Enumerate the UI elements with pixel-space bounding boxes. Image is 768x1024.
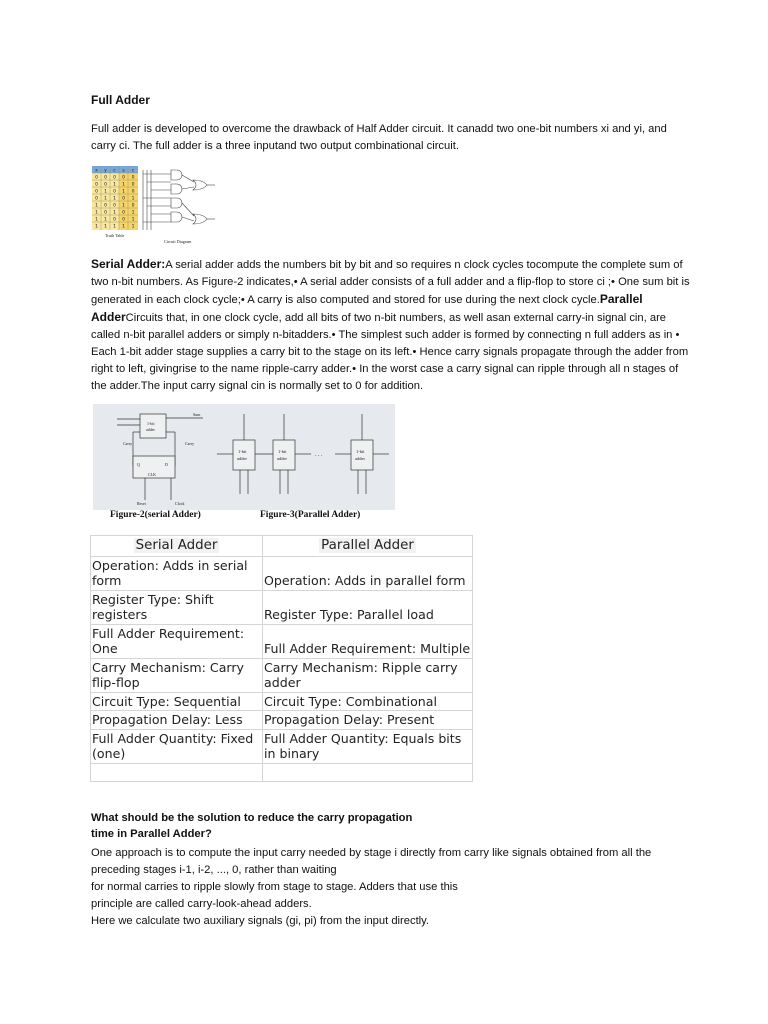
page-title: Full Adder [91,93,150,107]
serial-parallel-paragraph [91,256,691,395]
svg-text:1-bit: 1-bit [356,449,365,454]
truth-table-cell: 0 [122,210,125,216]
svg-text:adder: adder [146,427,155,432]
table-cell: Full Adder Quantity: Equals bits in binary [263,729,473,763]
svg-text:adder: adder [277,456,287,461]
truth-table-cell: 1 [104,217,107,223]
truth-table-cell: 0 [113,189,116,195]
truth-table-cell: 0 [95,189,98,195]
truth-table-cell: 1 [95,203,98,209]
truth-table-cell: 1 [104,189,107,195]
table-cell: Propagation Delay: Less [91,711,263,730]
truth-table-cell: 0 [131,175,135,181]
truth-table-cell: 1 [113,196,116,202]
serial-parallel-figure [93,404,395,510]
answer-paragraph [91,845,691,930]
svg-text:CLK: CLK [148,472,156,477]
truth-table-cell: 0 [104,182,107,188]
truth-table-cell: 0 [113,217,116,223]
truth-table-cell: 1 [104,196,107,202]
truth-table-cell: 0 [131,189,135,195]
serial-adder-text: A serial adder adds the numbers bit by bit and so requires n clock cycles tocompute the complete sum of two n-bit numbers. As Figure-2 indicates,• A serial adder consists of a full adder and a flip-flop to store ci ;• One sum bit is generated in each clock cycle;• A carry is also computed and stored for use during the next clock cycle. [91,259,690,306]
svg-text:adder: adder [237,456,247,461]
truth-table-cell: 0 [95,196,98,202]
truth-table-cell: 0 [104,203,107,209]
figure-2-caption: Figure-2(serial Adder) [110,510,201,520]
truth-table-cell: 0 [122,196,125,202]
truth-table-image [92,166,138,230]
truth-table-cell: 0 [131,182,135,188]
header-parallel-adder: Parallel Adder [263,536,473,557]
serial-adder-heading: Serial Adder: [91,257,166,271]
answer-line: principle are called carry-look-ahead adders. [91,898,312,910]
table-cell: Carry Mechanism: Carry flip-flop [91,658,263,692]
truth-table-cell: 0 [104,210,107,216]
full-adder-figure [91,164,217,244]
svg-text:Q: Q [137,462,140,467]
table-cell: Carry Mechanism: Ripple carry adder [263,658,473,692]
table-cell [263,763,473,781]
truth-table-cell: 1 [122,189,125,195]
truth-table-header-cell: y [104,168,107,174]
table-row [91,556,473,590]
truth-table-cell: 1 [122,203,125,209]
table-cell: Operation: Adds in serial form [91,556,263,590]
truth-table-cell: 0 [113,175,116,181]
table-cell: Register Type: Shift registers [91,590,263,624]
table-row [91,658,473,692]
truth-table-cell: 1 [122,224,125,230]
table-cell: Circuit Type: Sequential [91,692,263,711]
circuit-diagram-caption: Circuit Diagram [164,239,192,244]
table-header-row [91,536,473,557]
truth-table-cell: 1 [95,224,98,230]
table-cell: Circuit Type: Combinational [263,692,473,711]
truth-table-cell: 1 [131,196,135,202]
truth-table-cell: 1 [113,224,116,230]
truth-table-cell: 0 [122,175,125,181]
svg-text:1-bit: 1-bit [147,421,155,426]
question-heading [91,810,431,842]
table-cell: Operation: Adds in parallel form [263,556,473,590]
question-line: What should be the solution to reduce the carry propagation [91,812,413,824]
truth-table-cell: 0 [95,182,98,188]
truth-table-cell: 0 [95,175,98,181]
truth-table-cell: 0 [131,203,135,209]
parallel-adder-text: Circuits that, in one clock cycle, add all bits of two n-bit numbers, as well asan external carry-in signal cin, are called n-bit parallel adders or simply n-bitadders.• The simplest such adder is formed by connecting n full adders as in • Each 1-bit adder stage supplies a carry bit to the stage on its left.• Hence carry signals propagate through the adder from right to left, givingrise to the name ripple-carry adder.• In the worst case a carry signal can ripple through all n stages of the adder.The input carry signal cin is normally set to 0 for addition. [91,312,689,392]
truth-table-caption: Truth Table [105,233,125,238]
truth-table-cell: 1 [113,210,116,216]
table-row [91,590,473,624]
table-row [91,692,473,711]
figure-3-caption: Figure-3(Parallel Adder) [260,510,361,520]
carry-out-label: Carry [185,441,195,446]
truth-table-cell: 1 [104,224,107,230]
truth-table-cell: 1 [131,224,135,230]
truth-table-cell: 1 [95,210,98,216]
carry-in-label: Carry [123,441,133,446]
comparison-table [90,535,473,782]
table-cell: Full Adder Quantity: Fixed (one) [91,729,263,763]
truth-table-cell: 0 [113,203,116,209]
svg-text:1-bit: 1-bit [238,449,247,454]
header-serial-adder: Serial Adder [91,536,263,557]
table-row [91,763,473,781]
sum-label: Sum [193,412,201,417]
parallel-adder-heading: Parallel Adder [91,292,643,324]
truth-table-cell: 0 [104,175,107,181]
table-cell [91,763,263,781]
table-row [91,711,473,730]
table-row [91,729,473,763]
truth-table-header-cell: x [95,168,98,174]
svg-text:adder: adder [355,456,365,461]
svg-text:1-bit: 1-bit [278,449,287,454]
answer-line: for normal carries to ripple slowly from stage to stage. Adders that use this [91,881,458,893]
truth-table-cell: 1 [131,217,135,223]
truth-table-cell: 1 [95,217,98,223]
svg-text:D: D [165,462,168,467]
answer-line: Here we calculate two auxiliary signals (gi, pi) from the input directly. [91,915,430,927]
reset-label: Reset [137,501,146,506]
ellipsis-label: . . . [315,452,323,458]
truth-table-cell: 1 [122,182,125,188]
table-cell: Propagation Delay: Present [263,711,473,730]
truth-table-header-cell: s [122,168,125,174]
table-cell: Full Adder Requirement: Multiple [263,624,473,658]
table-cell: Register Type: Parallel load [263,590,473,624]
truth-table-cell: 1 [113,182,116,188]
intro-paragraph: Full adder is developed to overcome the drawback of Half Adder circuit. It canadd two one-bit numbers xi and yi, and carry ci. The full adder is a three inputand two output combinational circuit. [91,123,667,152]
table-row [91,624,473,658]
truth-table-cell: 1 [131,210,135,216]
answer-line: One approach is to compute the input carry needed by stage i directly from carry like signals obtained from all the preceding stages i-1, i-2, ..., 0, rather than waiting [91,847,652,876]
question-line: time in Parallel Adder? [91,828,212,840]
clock-label: Clock [175,501,185,506]
truth-table-cell: 0 [122,217,125,223]
truth-table-header-cell: c [113,168,116,174]
truth-table-header-cell: c [131,168,135,174]
table-cell: Full Adder Requirement: One [91,624,263,658]
